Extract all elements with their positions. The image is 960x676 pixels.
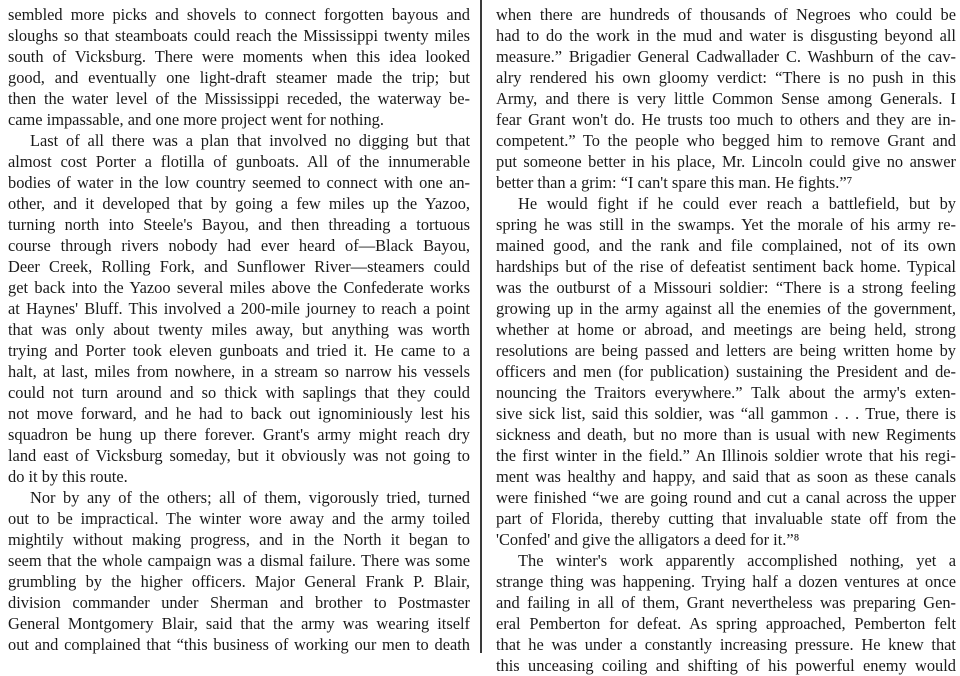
text-line: bodies of water in the low country seemed to connect with one an- [8, 173, 470, 192]
text-line: sive sick list, said this soldier, was “all gammon . . . True, there is [496, 404, 956, 423]
text-line: almost cost Porter a flotilla of gunboats. All of the innumerable [8, 152, 470, 171]
text-line: course through rivers nobody had ever heard of—Black Bayou, [8, 236, 470, 255]
text-line: came impassable, and one more project went for nothing. [8, 110, 384, 129]
text-line: turning north into Steele's Bayou, and then threading a tortuous [8, 215, 470, 234]
text-line: officers and men (for publication) sustaining the President and de- [496, 362, 956, 381]
left-column [8, 4, 470, 655]
text-line: eral Pemberton for defeat. As spring approached, Pemberton felt [496, 614, 956, 633]
text-line: mained good, and the rank and file complained, not of its own [496, 236, 956, 255]
text-line: other, and it developed that by going a few miles up the Yazoo, [8, 194, 470, 213]
text-line: spring he was still in the swamps. Yet the morale of his army re- [496, 215, 956, 234]
text-line: General Montgomery Blair, said that the army was wearing itself [8, 614, 470, 633]
text-line: division commander under Sherman and brother to Postmaster [8, 593, 470, 612]
text-line: good, and eventually one light-draft steamer made the trip; but [8, 68, 470, 87]
text-line: hardships but of the rise of defeatist sentiment back home. Typical [496, 257, 956, 276]
text-line: The winter's work apparently accomplished nothing, yet a [518, 551, 956, 570]
text-line: seem that the whole campaign was a dismal failure. There was some [8, 551, 470, 570]
text-line: better than a grim: “I can't spare this man. He fights.”⁷ [496, 173, 853, 192]
text-line: not move forward, and he had to back out ignominiously lest his [8, 404, 470, 423]
text-line: sickness and death, but no more than is usual with new Regiments [496, 425, 956, 444]
text-line: resolutions are being passed and letters are being written home by [496, 341, 956, 360]
text-line: land east of Vicksburg someday, but it obviously was not going to [8, 446, 470, 465]
text-line: squadron be hung up there forever. Grant's army might reach dry [8, 425, 470, 444]
text-line: part of Florida, thereby cutting that invaluable state off from the [496, 509, 956, 528]
text-line: measure.” Brigadier General Cadwallader C. Washburn of the cav- [496, 47, 956, 66]
right-column [496, 4, 956, 676]
text-line: had to do the work in the mud and water is disgusting beyond all [496, 26, 956, 45]
text-line: this unceasing coiling and shifting of his powerful enemy would [496, 656, 956, 675]
text-line: sembled more picks and shovels to connect forgotten bayous and [8, 5, 470, 24]
text-line: Army, and there is very little Common Sense among Generals. I [496, 89, 956, 108]
text-line: that was only about twenty miles away, but anything was worth [8, 320, 470, 339]
text-line: Nor by any of the others; all of them, vigorously tried, turned [30, 488, 470, 507]
text-line: competent.” To the people who begged him to remove Grant and [496, 131, 956, 150]
text-line: Last of all there was a plan that involved no digging but that [30, 131, 470, 150]
text-line: strange thing was happening. Trying half a dozen ventures at once [496, 572, 956, 591]
text-line: He would fight if he could ever reach a battlefield, but by [518, 194, 956, 213]
text-line: grumbling by the higher officers. Major General Frank P. Blair, [8, 572, 470, 591]
text-line: were finished “we are going round and cut a canal across the upper [496, 488, 956, 507]
text-line: the first winter in the field.” An Illinois soldier wrote that his regi- [496, 446, 956, 465]
text-line: then the water level of the Mississippi receded, the waterway be- [8, 89, 470, 108]
text-line: that he was under a constantly increasing pressure. He knew that [496, 635, 956, 654]
text-line: whether at home or abroad, and meetings are being held, strong [496, 320, 956, 339]
text-line: nouncing the Traitors everywhere.” Talk about the army's exten- [496, 383, 956, 402]
text-line: out and complained that “this business of working our men to death [8, 635, 470, 654]
text-line: when there are hundreds of thousands of Negroes who could be [496, 5, 956, 24]
text-line: put someone better in his place, Mr. Lincoln could give no answer [496, 152, 956, 171]
text-line: Deer Creek, Rolling Fork, and Sunflower River—steamers could [8, 257, 470, 276]
text-line: 'Confed' and give the alligators a deed for it.”⁸ [496, 530, 800, 549]
text-line: growing up in the army against all the enemies of the government, [496, 299, 956, 318]
text-line: out to be impractical. The winter wore away and the army toiled [8, 509, 470, 528]
text-line: mightily without making progress, and in the North it began to [8, 530, 470, 549]
text-line: get back into the Yazoo several miles above the Confederate works [8, 278, 470, 297]
text-line: halt, at last, miles from nowhere, in a stream so narrow his vessels [8, 362, 470, 381]
text-line: could not turn around and so thick with saplings that they could [8, 383, 470, 402]
text-line: south of Vicksburg. There were moments when this idea looked [8, 47, 470, 66]
column-divider [480, 0, 482, 653]
text-line: trying and Porter took eleven gunboats and tried it. He came to a [8, 341, 470, 360]
text-line: fear Grant won't do. He trusts too much to others and they are in- [496, 110, 956, 129]
text-line: do it by this route. [8, 467, 128, 486]
text-line: and failing in all of them, Grant nevertheless was preparing Gen- [496, 593, 956, 612]
text-line: at Haynes' Bluff. This involved a 200-mile journey to reach a point [8, 299, 470, 318]
text-line: sloughs so that steamboats could reach the Mississippi twenty miles [8, 26, 470, 45]
text-line: was the outburst of a Missouri soldier: “There is a strong feeling [496, 278, 956, 297]
text-line: ment was healthy and happy, and said that as soon as these canals [496, 467, 956, 486]
text-line: alry rendered his own gloomy verdict: “There is no push in this [496, 68, 956, 87]
